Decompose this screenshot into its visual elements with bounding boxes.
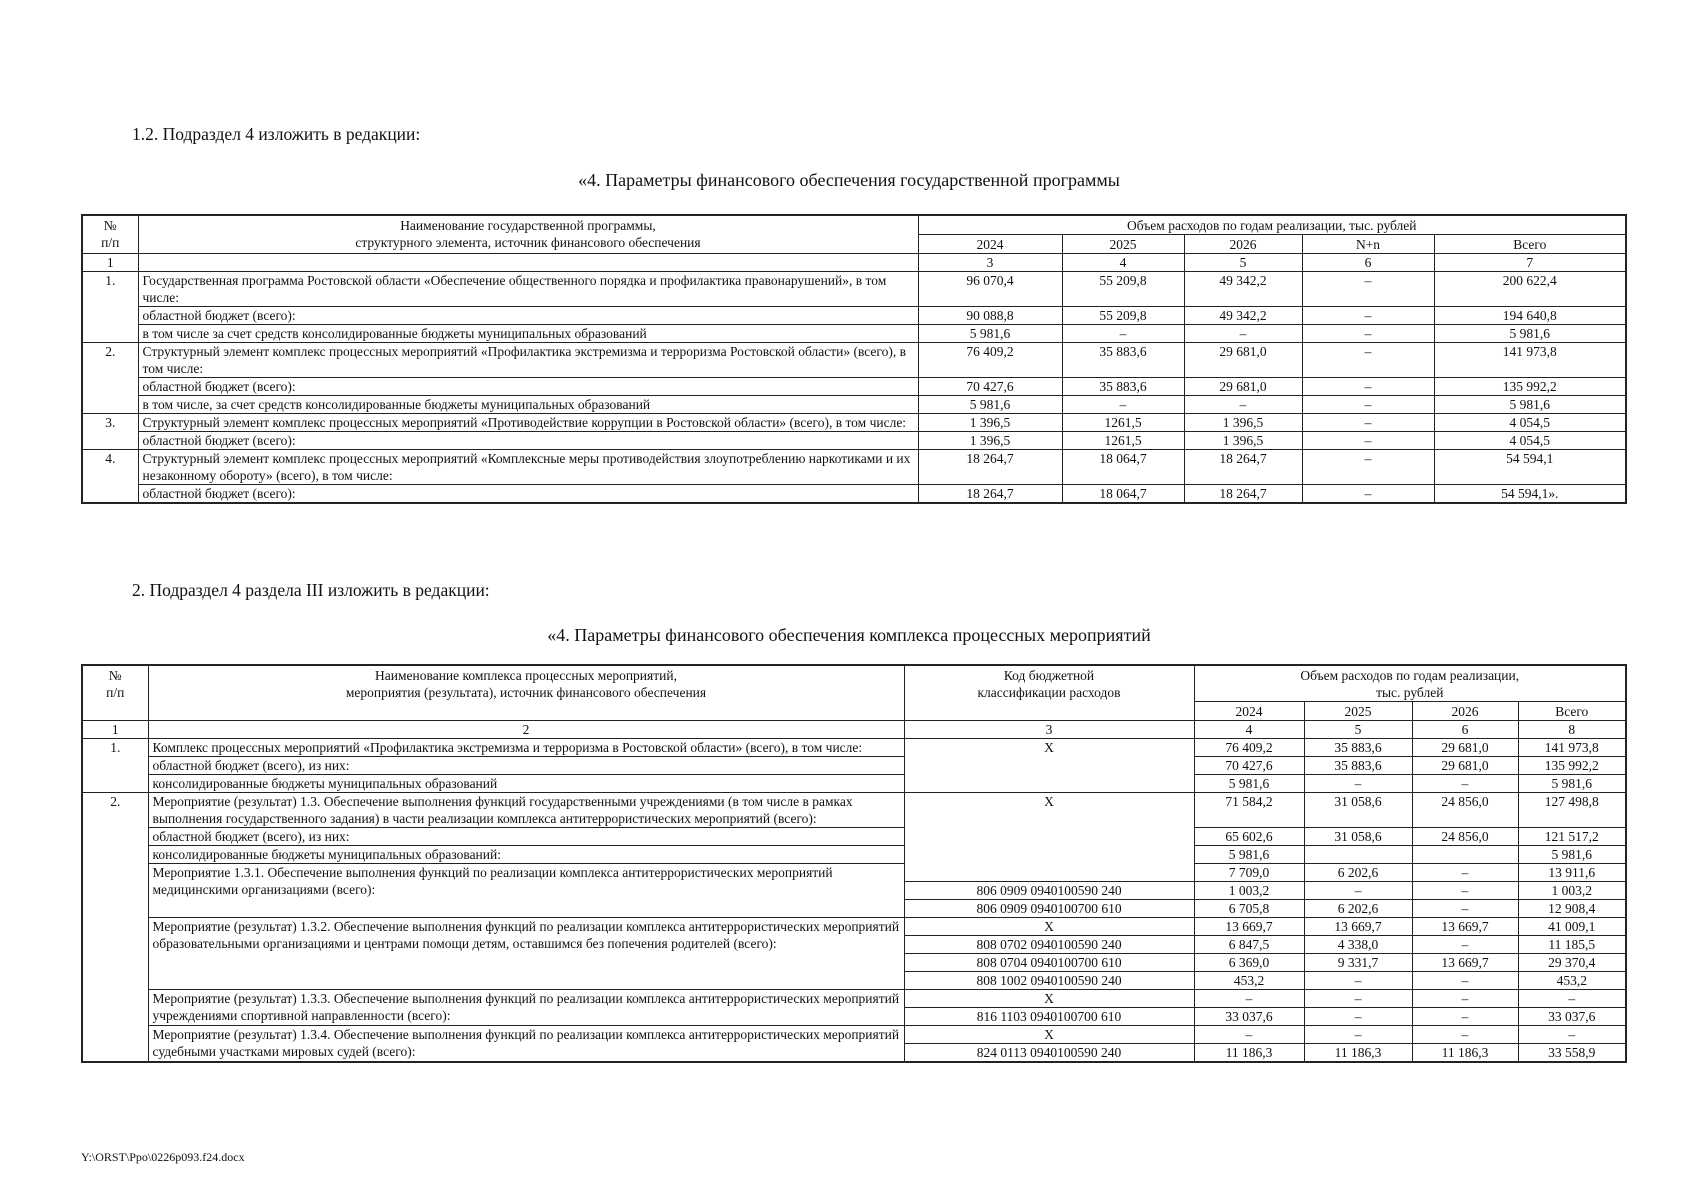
value-2025: 9 331,7 [1304,954,1412,972]
value-total: 12 908,4 [1518,900,1626,918]
table-row [82,325,1626,343]
colnum: 3 [904,721,1194,739]
value-2024: 11 186,3 [1194,1044,1304,1063]
value-2026: 29 681,0 [1412,757,1518,775]
row-name: Структурный элемент комплекс процессных мероприятий «Профилактика экстремизма и терроризма Ростовской области» (всего), в том числе: [138,343,918,378]
table1-heading: «4. Параметры финансового обеспечения государственной программы [578,170,1120,190]
value-2024: 33 037,6 [1194,1008,1304,1026]
value-2026: – [1412,1008,1518,1026]
value-2026: – [1412,864,1518,882]
row-name: Структурный элемент комплекс процессных мероприятий «Противодействие коррупции в Ростовской области» (всего), в том числе: [138,414,918,432]
header-num: № п/п [82,665,148,721]
value-total: 13 911,6 [1518,864,1626,882]
value-2024: 65 602,6 [1194,828,1304,846]
value-2026: – [1412,972,1518,990]
value-2026 [1412,846,1518,864]
value-2024: 76 409,2 [918,343,1062,378]
value-total: 1 003,2 [1518,882,1626,900]
value-2024: 71 584,2 [1194,793,1304,828]
row-number: 2. [82,343,138,414]
value-2026: 29 681,0 [1184,378,1302,396]
row-name: областной бюджет (всего), из них: [148,828,904,846]
table-row [82,1026,1626,1044]
header-year-2026: 2026 [1412,702,1518,721]
value-2026: – [1412,1026,1518,1044]
header-volume: Объем расходов по годам реализации, тыс. рублей [1194,665,1626,702]
colnum: 4 [1194,721,1304,739]
table-row [82,485,1626,504]
value-total: 33 037,6 [1518,1008,1626,1026]
row-name: консолидированные бюджеты муниципальных образований: [148,846,904,864]
value-n: – [1302,272,1434,307]
budget-code: X [904,1026,1194,1044]
value-2025: 35 883,6 [1062,378,1184,396]
row-name: Мероприятие 1.3.1. Обеспечение выполнения функций по реализации комплекса антитеррористических мероприятий медицинскими организациями (всего): [148,864,904,918]
header-year-n: N+n [1302,235,1434,254]
value-2024: 5 981,6 [1194,846,1304,864]
header-year-2024: 2024 [1194,702,1304,721]
value-total: 5 981,6 [1518,846,1626,864]
value-2025: – [1304,775,1412,793]
value-2026: 49 342,2 [1184,272,1302,307]
row-number: 1. [82,272,138,343]
value-n: – [1302,450,1434,485]
value-2026: – [1412,936,1518,954]
value-2024: 13 669,7 [1194,918,1304,936]
value-2025: 35 883,6 [1062,343,1184,378]
budget-code: X [904,990,1194,1008]
row-name: Государственная программа Ростовской области «Обеспечение общественного порядка и профилактика правонарушений», в том числе: [138,272,918,307]
row-name: Мероприятие (результат) 1.3.2. Обеспечение выполнения функций по реализации комплекса антитеррористических мероприятий образовательными организациями и центрами помощи детям, оставшимся без попечения родителей (всего): [148,918,904,990]
value-2024: 18 264,7 [918,485,1062,504]
colnum: 3 [918,254,1062,272]
value-2024: 1 396,5 [918,432,1062,450]
value-2026: – [1184,325,1302,343]
value-2025: – [1062,325,1184,343]
budget-code: 824 0113 0940100590 240 [904,1044,1194,1063]
row-name: в том числе, за счет средств консолидированные бюджеты муниципальных образований [138,396,918,414]
value-2024: 70 427,6 [1194,757,1304,775]
table-row [82,378,1626,396]
value-total: 5 981,6 [1434,396,1626,414]
value-total: 141 973,8 [1518,739,1626,757]
colnum: 7 [1434,254,1626,272]
value-total: 5 981,6 [1434,325,1626,343]
header-year-2026: 2026 [1184,235,1302,254]
value-2026: 11 186,3 [1412,1044,1518,1063]
value-2026: 18 264,7 [1184,450,1302,485]
colnum: 5 [1184,254,1302,272]
table-row [82,793,1626,828]
value-n: – [1302,414,1434,432]
row-number: 2. [82,793,148,1063]
value-2026: – [1412,990,1518,1008]
budget-code: X [904,918,1194,936]
table-row [82,739,1626,757]
value-2026: – [1412,882,1518,900]
value-2025: 13 669,7 [1304,918,1412,936]
value-total: 54 594,1». [1434,485,1626,504]
value-2024: 6 847,5 [1194,936,1304,954]
colnum: 8 [1518,721,1626,739]
value-total: 127 498,8 [1518,793,1626,828]
value-total: 135 992,2 [1518,757,1626,775]
value-2025: 1261,5 [1062,432,1184,450]
table-row [82,396,1626,414]
value-2024: 7 709,0 [1194,864,1304,882]
value-2024: 76 409,2 [1194,739,1304,757]
value-2026: – [1184,396,1302,414]
budget-code: 808 1002 0940100590 240 [904,972,1194,990]
budget-code: X [904,793,1194,882]
column-number-row [82,254,1626,272]
row-number: 1. [82,739,148,793]
value-2026: 1 396,5 [1184,414,1302,432]
value-n: – [1302,396,1434,414]
value-2024: 18 264,7 [918,450,1062,485]
value-2025: 1261,5 [1062,414,1184,432]
value-2025: 11 186,3 [1304,1044,1412,1063]
row-name: Мероприятие (результат) 1.3.4. Обеспечение выполнения функций по реализации комплекса антитеррористических мероприятий судебными участками мировых судей (всего): [148,1026,904,1063]
table-row [82,864,1626,882]
value-2025 [1304,846,1412,864]
row-name: Комплекс процессных мероприятий «Профилактика экстремизма и терроризма в Ростовской области» (всего), в том числе: [148,739,904,757]
header-year-2024: 2024 [918,235,1062,254]
row-name: областной бюджет (всего): [138,485,918,504]
colnum [138,254,918,272]
colnum: 5 [1304,721,1412,739]
table-row [82,828,1626,846]
budget-code: 808 0702 0940100590 240 [904,936,1194,954]
row-name: Мероприятие (результат) 1.3.3. Обеспечение выполнения функций по реализации комплекса антитеррористических мероприятий учреждениями спортивной направленности (всего): [148,990,904,1026]
value-2026: 1 396,5 [1184,432,1302,450]
value-total: 4 054,5 [1434,414,1626,432]
header-year-2025: 2025 [1062,235,1184,254]
row-number: 3. [82,414,138,450]
table-row [82,432,1626,450]
file-path-footer: Y:\ORST\Ppo\0226p093.f24.docx [81,1150,245,1164]
table-row [82,990,1626,1008]
value-2024: – [1194,1026,1304,1044]
value-2024: 5 981,6 [918,396,1062,414]
financing-table-complex [81,664,1627,1063]
row-name: областной бюджет (всего): [138,378,918,396]
value-n: – [1302,343,1434,378]
value-n: – [1302,325,1434,343]
value-2026: 18 264,7 [1184,485,1302,504]
value-2026: 29 681,0 [1184,343,1302,378]
value-n: – [1302,485,1434,504]
budget-code: X [904,739,1194,793]
value-2025: – [1062,396,1184,414]
value-2025: – [1304,1026,1412,1044]
table2-heading: «4. Параметры финансового обеспечения комплекса процессных мероприятий [547,625,1151,645]
table-row [82,918,1626,936]
value-total: – [1518,1026,1626,1044]
row-name: консолидированные бюджеты муниципальных образований [148,775,904,793]
value-total: 11 185,5 [1518,936,1626,954]
intro-paragraph-1: 1.2. Подраздел 4 изложить в редакции: [132,124,421,144]
budget-code: 806 0909 0940100700 610 [904,900,1194,918]
table-row [82,450,1626,485]
value-2024: 6 705,8 [1194,900,1304,918]
value-n: – [1302,432,1434,450]
colnum: 6 [1302,254,1434,272]
value-2026: – [1412,900,1518,918]
value-total: 121 517,2 [1518,828,1626,846]
table-row [82,846,1626,864]
value-2026: 13 669,7 [1412,918,1518,936]
table-row [82,414,1626,432]
financing-table-program [81,214,1627,504]
header-total: Всего [1518,702,1626,721]
value-2025: – [1304,972,1412,990]
value-2025: 55 209,8 [1062,307,1184,325]
row-name: областной бюджет (всего), из них: [148,757,904,775]
table-row [82,307,1626,325]
value-2024: 5 981,6 [1194,775,1304,793]
header-name: Наименование комплекса процессных мероприятий, мероприятия (результата), источник финансового обеспечения [148,665,904,721]
value-total: 200 622,4 [1434,272,1626,307]
value-total: 135 992,2 [1434,378,1626,396]
value-total: 41 009,1 [1518,918,1626,936]
header-year-2025: 2025 [1304,702,1412,721]
colnum: 1 [82,721,148,739]
value-2024: – [1194,990,1304,1008]
intro-paragraph-2: 2. Подраздел 4 раздела III изложить в редакции: [132,580,490,600]
budget-code: 808 0704 0940100700 610 [904,954,1194,972]
column-number-row [82,721,1626,739]
table-row [82,775,1626,793]
colnum: 2 [148,721,904,739]
value-2025: 4 338,0 [1304,936,1412,954]
value-total: 453,2 [1518,972,1626,990]
header-num: № п/п [82,215,138,254]
value-2026: 29 681,0 [1412,739,1518,757]
header-volume: Объем расходов по годам реализации, тыс. рублей [918,215,1626,235]
value-2026: 13 669,7 [1412,954,1518,972]
header-total: Всего [1434,235,1626,254]
value-2026: 24 856,0 [1412,828,1518,846]
value-2026: – [1412,775,1518,793]
value-total: 29 370,4 [1518,954,1626,972]
value-2025: 18 064,7 [1062,485,1184,504]
value-2025: – [1304,882,1412,900]
value-total: 194 640,8 [1434,307,1626,325]
value-2025: 31 058,6 [1304,793,1412,828]
row-name: в том числе за счет средств консолидированные бюджеты муниципальных образований [138,325,918,343]
header-name: Наименование государственной программы, структурного элемента, источник финансового обеспечения [138,215,918,254]
colnum: 4 [1062,254,1184,272]
row-name: Структурный элемент комплекс процессных мероприятий «Комплексные меры противодействия злоупотреблению наркотиками и их незаконному обороту» (всего), в том числе: [138,450,918,485]
colnum: 1 [82,254,138,272]
value-n: – [1302,378,1434,396]
value-2025: 35 883,6 [1304,757,1412,775]
value-2024: 70 427,6 [918,378,1062,396]
row-name: областной бюджет (всего): [138,307,918,325]
value-total: – [1518,990,1626,1008]
value-total: 54 594,1 [1434,450,1626,485]
value-2025: 35 883,6 [1304,739,1412,757]
value-2026: 24 856,0 [1412,793,1518,828]
value-2025: 31 058,6 [1304,828,1412,846]
value-2025: 18 064,7 [1062,450,1184,485]
row-number: 4. [82,450,138,504]
value-2024: 90 088,8 [918,307,1062,325]
value-2024: 96 070,4 [918,272,1062,307]
row-name: областной бюджет (всего): [138,432,918,450]
value-2026: 49 342,2 [1184,307,1302,325]
budget-code: 806 0909 0940100590 240 [904,882,1194,900]
value-total: 4 054,5 [1434,432,1626,450]
budget-code: 816 1103 0940100700 610 [904,1008,1194,1026]
value-total: 5 981,6 [1518,775,1626,793]
table-row [82,757,1626,775]
row-name: Мероприятие (результат) 1.3. Обеспечение выполнения функций государственными учреждениями (в том числе в рамках выполнения государственного задания) в части реализации комплекса антитеррористических мероприятий (всего): [148,793,904,828]
value-2024: 1 396,5 [918,414,1062,432]
table-row [82,343,1626,378]
value-n: – [1302,307,1434,325]
value-2024: 5 981,6 [918,325,1062,343]
value-total: 141 973,8 [1434,343,1626,378]
table-row [82,272,1626,307]
value-2024: 6 369,0 [1194,954,1304,972]
value-2025: 55 209,8 [1062,272,1184,307]
value-2024: 1 003,2 [1194,882,1304,900]
header-code: Код бюджетной классификации расходов [904,665,1194,721]
colnum: 6 [1412,721,1518,739]
value-2024: 453,2 [1194,972,1304,990]
value-total: 33 558,9 [1518,1044,1626,1063]
value-2025: 6 202,6 [1304,900,1412,918]
value-2025: 6 202,6 [1304,864,1412,882]
value-2025: – [1304,1008,1412,1026]
value-2025: – [1304,990,1412,1008]
